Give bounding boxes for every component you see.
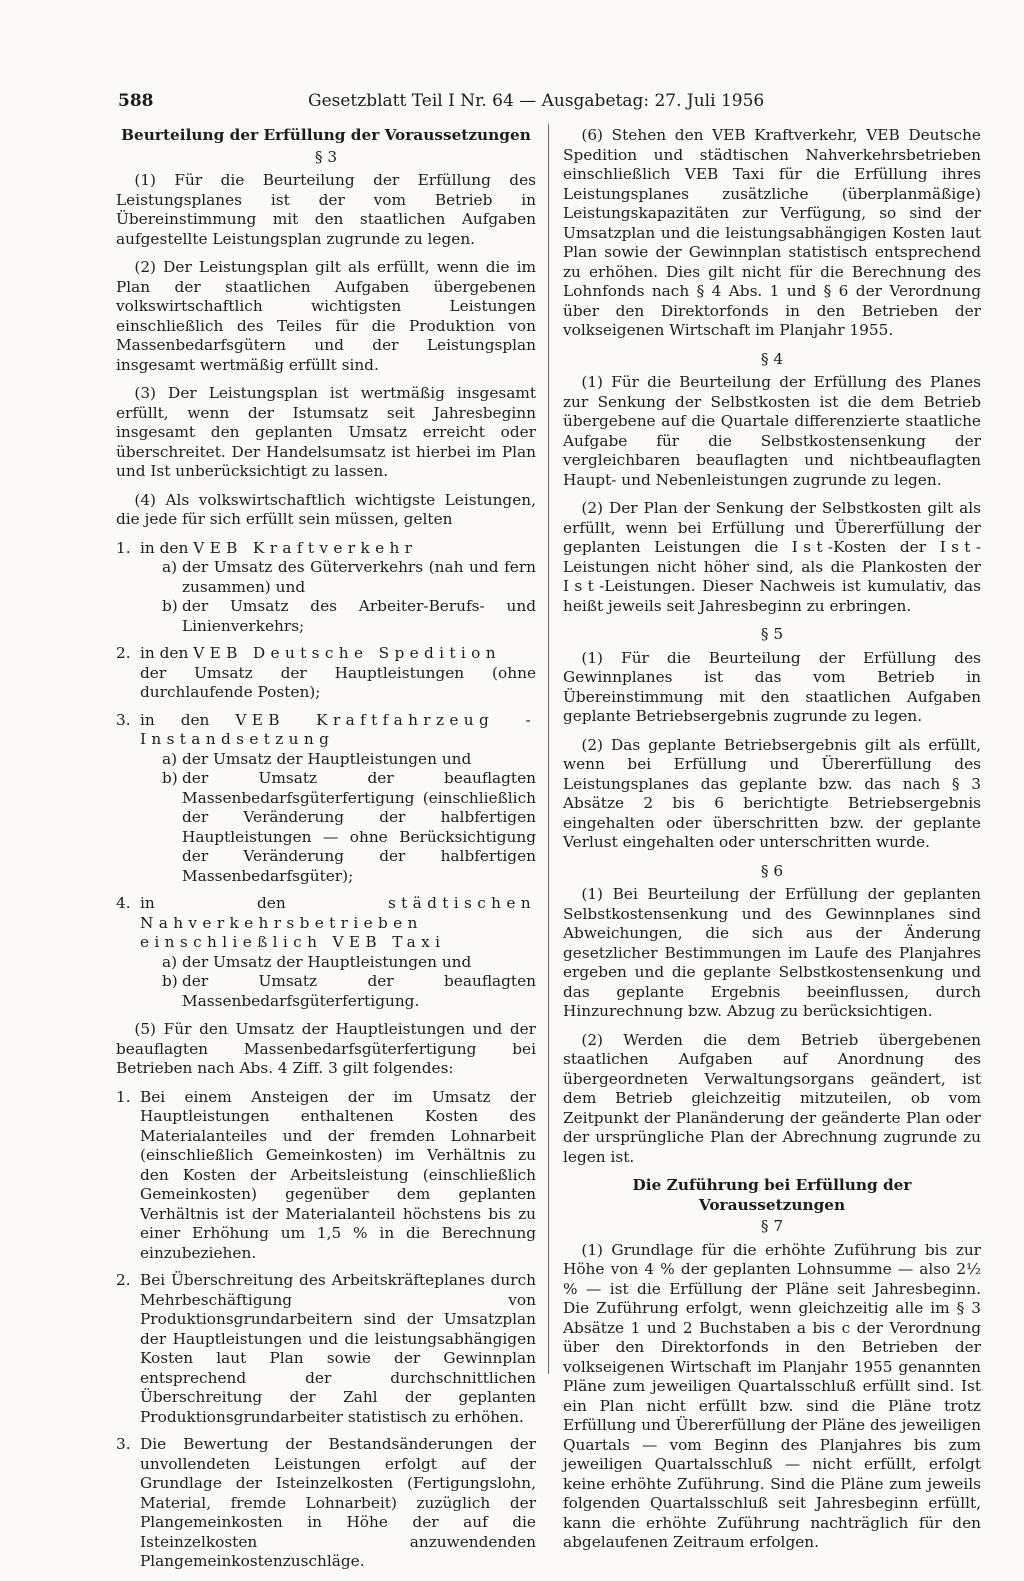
item-body: der Umsatz der Hauptleistungen (ohne durchlaufende Posten);: [140, 663, 536, 701]
sub-item: b) der Umsatz der beauflagten Massenbedarfsgüterfertigung.: [162, 972, 536, 1010]
list-item: [116, 894, 536, 1011]
publication-header: Gesetzblatt Teil I Nr. 64 — Ausgabetag: 27. Juli 1956: [308, 91, 765, 111]
item-number: 4.: [116, 894, 131, 912]
sub-item: b) der Umsatz der beauflagten Massenbedarfsgüterfertigung (einschließlich der Veränderung der halbfertigen Hauptleistungen — ohne Berücksichtigung der Veränderung der halbfertigen Massenbedarfsgüter);: [162, 769, 536, 885]
enterprise-name: VEB Deutsche Spedition: [193, 644, 501, 662]
paragraph-sign-5: § 5: [760, 625, 784, 643]
item-body: Die Bewertung der Bestandsänderungen der unvollendeten Leistungen erfolgt auf der Grundlage der Isteinzelkosten (Fertigungslohn, Material, fremde Lohnarbeit) zuzüglich der Plangemeinkosten in Höhe der auf die Isteinzelkosten anzuwendenden Plangemeinkostenzuschläge.: [140, 1435, 536, 1570]
sub-item: a) der Umsatz des Güterverkehrs (nah und fern zusammen) und: [162, 558, 536, 596]
paragraph-3-1: (1) Für die Beurteilung der Erfüllung des Leistungsplanes ist der vom Betrieb in Übereinstimmung mit den staatlichen Aufgaben aufgestellte Leistungsplan zugrunde zu legen.: [116, 171, 536, 248]
item-number: 1.: [116, 538, 131, 557]
section-heading: Die Zuführung bei Erfüllung der Voraussetzungen: [632, 1176, 912, 1214]
list-item: [116, 1435, 536, 1572]
paragraph-3-5: (5) Für den Umsatz der Hauptleistungen und der beauflagten Massenbedarfsgüterfertigung bei Betrieben nach Abs. 4 Ziff. 3 gilt folgendes:: [116, 1020, 536, 1077]
paragraph-3-3: (3) Der Leistungsplan ist wertmäßig insgesamt erfüllt, wenn der Istumsatz seit Jahresbeginn insgesamt den geplanten Umsatz erreicht oder überschreitet. Der Handelsumsatz ist hierbei im Plan und Ist unberücksichtigt zu lassen.: [116, 384, 536, 480]
paragraph-4-2: (2) Der Plan der Senkung der Selbstkosten gilt als erfüllt, wenn bei Erfüllung und Übererfüllung der geplanten Leistungen die Ist-Kosten der Ist-Leistungen nicht höher sind, als die Plankosten der Ist-Leistungen. Dieser Nachweis ist kumulativ, das heißt jeweils seit Jahresbeginn zu erbringen.: [563, 499, 981, 615]
paragraph-4-1: (1) Für die Beurteilung der Erfüllung des Planes zur Senkung der Selbstkosten ist die dem Betrieb übergebene auf die Quartale differenzierte staatliche Aufgabe für die Selbstkostensenkung der vergleichbaren beauflagten und nichtbeauflagten Haupt- und Nebenleistungen zugrunde zu legen.: [563, 373, 981, 489]
paragraph-sign-4: § 4: [760, 349, 784, 368]
list-item: [116, 539, 536, 637]
item-body: Bei einem Ansteigen der im Umsatz der Hauptleistungen enthaltenen Kosten des Materialanteiles und der fremden Lohnarbeit (einschließlich Gemeinkosten) im Verhältnis zu den Kosten der Arbeitsleistung (einschließlich Gemeinkosten) gegenüber dem geplanten Verhältnis ist der Materialanteil höchstens bis zu einer Erhöhung um 1,5 % in die Berechnung einzubeziehen.: [140, 1087, 536, 1262]
column-divider: [548, 124, 549, 1374]
paragraph-3-2: (2) Der Leistungsplan gilt als erfüllt, wenn die im Plan der staatlichen Aufgaben übergebenen volkswirtschaftlich wichtigsten Leistungen einschließlich des Teiles für die Produktion von Massenbedarfsgütern und der Leistungsplan insgesamt wertmäßig erfüllt sind.: [116, 258, 536, 374]
paragraph-5-1: (1) Für die Beurteilung der Erfüllung des Gewinnplanes ist das vom Betrieb in Übereinstimmung mit den staatlichen Aufgaben geplante Betriebsergebnis zugrunde zu legen.: [563, 648, 981, 725]
item-body: Bei Überschreitung des Arbeitskräfteplanes durch Mehrbeschäftigung von Produktionsgrundarbeitern sind der Umsatzplan der Hauptleistungen und die leistungsabhängigen Kosten laut Plan sowie der Gewinnplan entsprechend der durchschnittlichen Überschreitung der Zahl der geplanten Produktionsgrundarbeiter statistisch zu erhöhen.: [140, 1271, 536, 1426]
page-header: [118, 88, 978, 114]
paragraph-sign-7: § 7: [760, 1217, 784, 1235]
list-item: [116, 711, 536, 887]
enterprise-name: VEB Kraftfahrzeug - Instandsetzung: [140, 710, 536, 748]
enterprise-name: VEB Kraftverkehr: [193, 538, 418, 557]
paragraph-3-6: (6) Stehen den VEB Kraftverkehr, VEB Deutsche Spedition und städtischen Nahverkehrsbetrieben einschließlich VEB Taxi für die Erfüllung ihres Leistungsplanes zusätzliche (überplanmäßige) Leistungskapazitäten zur Verfügung, so sind der Umsatzplan und die leistungsabhängigen Kosten laut Plan sowie der Gewinnplan statistisch entsprechend zu erhöhen. Dies gilt nicht für die Berechnung des Lohnfonds nach § 4 Abs. 1 und § 6 der Verordnung über den Direktorfonds in den Betrieben der volkseigenen Wirtschaft im Planjahr 1955.: [563, 126, 981, 339]
item-number: 3.: [116, 710, 131, 729]
paragraph-6-2: (2) Werden die dem Betrieb übergebenen staatlichen Aufgaben auf Anordnung des übergeordneten Verwaltungsorgans geändert, ist dem Betrieb gleichzeitig mitzuteilen, ob vom Zeitpunkt der Planänderung der geänderte Plan oder der ursprüngliche Plan der Abrechnung zugrunde zu legen ist.: [563, 1030, 981, 1166]
enterprise-name: städtischen Nahverkehrsbetrieben einschließlich VEB Taxi: [140, 894, 536, 951]
item-title: in den VEB Kraftfahrzeug - Instandsetzung: [140, 710, 536, 748]
item-number: 3.: [116, 1435, 131, 1453]
sub-item: a) der Umsatz der Hauptleistungen und: [162, 749, 472, 768]
item-number: 1.: [116, 1087, 131, 1106]
paragraph-7-1: (1) Grundlage für die erhöhte Zuführung bis zur Höhe von 4 % der geplanten Lohnsumme — also 2½ % — ist die Erfüllung der Pläne seit Jahresbeginn. Die Zuführung erfolgt, wenn gleichzeitig alle im § 3 Absätze 1 und 2 Buchstaben a bis c der Verordnung über den Direktorfonds in den Betrieben der volkseigenen Wirtschaft im Planjahr 1955 genannten Pläne zum jeweiligen Quartalsschluß erfüllt sind. Ist ein Plan nicht erfüllt bzw. sind die Pläne trotz Erfüllung und Übererfüllung der Pläne des jeweiligen Quartals — vom Beginn des Planjahres bis zum jeweiligen Quartalsschluß — nicht erfüllt, erfolgt keine erhöhte Zuführung. Sind die Pläne zum jeweils folgenden Quartalsschluß seit Jahresbeginn erfüllt, kann die erhöhte Zuführung nachträglich für den abgelaufenen Zeitraum erfolgen.: [563, 1240, 981, 1551]
item-number: 2.: [116, 1271, 131, 1289]
paragraph-3-4: (4) Als volkswirtschaftlich wichtigste Leistungen, die jede für sich erfüllt sein müssen, gelten: [116, 490, 536, 528]
paragraph-sign-3: § 3: [314, 147, 338, 166]
page-number: 588: [118, 91, 154, 111]
section-heading: Beurteilung der Erfüllung der Voraussetzungen: [121, 126, 531, 144]
item-title: in den VEB Kraftverkehr: [140, 538, 418, 557]
list-abs-5: [116, 1088, 536, 1572]
list-item: [116, 1088, 536, 1264]
list-abs-4: [116, 539, 536, 1012]
item-title: in den städtischen Nahverkehrsbetrieben einschließlich VEB Taxi: [140, 894, 536, 951]
sub-item: b) der Umsatz des Arbeiter-Berufs- und Linienverkehrs;: [162, 597, 536, 635]
sub-item: a) der Umsatz der Hauptleistungen und: [162, 952, 472, 971]
paragraph-sign-6: § 6: [760, 861, 784, 880]
right-column: [563, 126, 981, 1562]
paragraph-6-1: (1) Bei Beurteilung der Erfüllung der geplanten Selbstkostensenkung und des Gewinnplanes sind Abweichungen, die sich aus der Änderung gesetzlicher Bestimmungen im Laufe des Planjahres ergeben und die geplante Selbstkostensenkung und das geplante Ergebnis beeinflussen, durch Hinzurechnung bzw. Abzug zu berücksichtigen.: [563, 885, 981, 1020]
list-item: [116, 1271, 536, 1427]
item-number: 2.: [116, 644, 131, 662]
left-column: [116, 126, 536, 1581]
list-item: [116, 644, 536, 703]
item-title: in den VEB Deutsche Spedition: [140, 644, 501, 662]
paragraph-5-2: (2) Das geplante Betriebsergebnis gilt als erfüllt, wenn bei Erfüllung und Übererfüllung des Leistungsplanes das geplante bzw. das nach § 3 Absätze 2 bis 6 berichtigte Betriebsergebnis eingehalten oder überschritten bzw. der geplante Verlust eingehalten oder unterschritten wurde.: [563, 735, 981, 851]
